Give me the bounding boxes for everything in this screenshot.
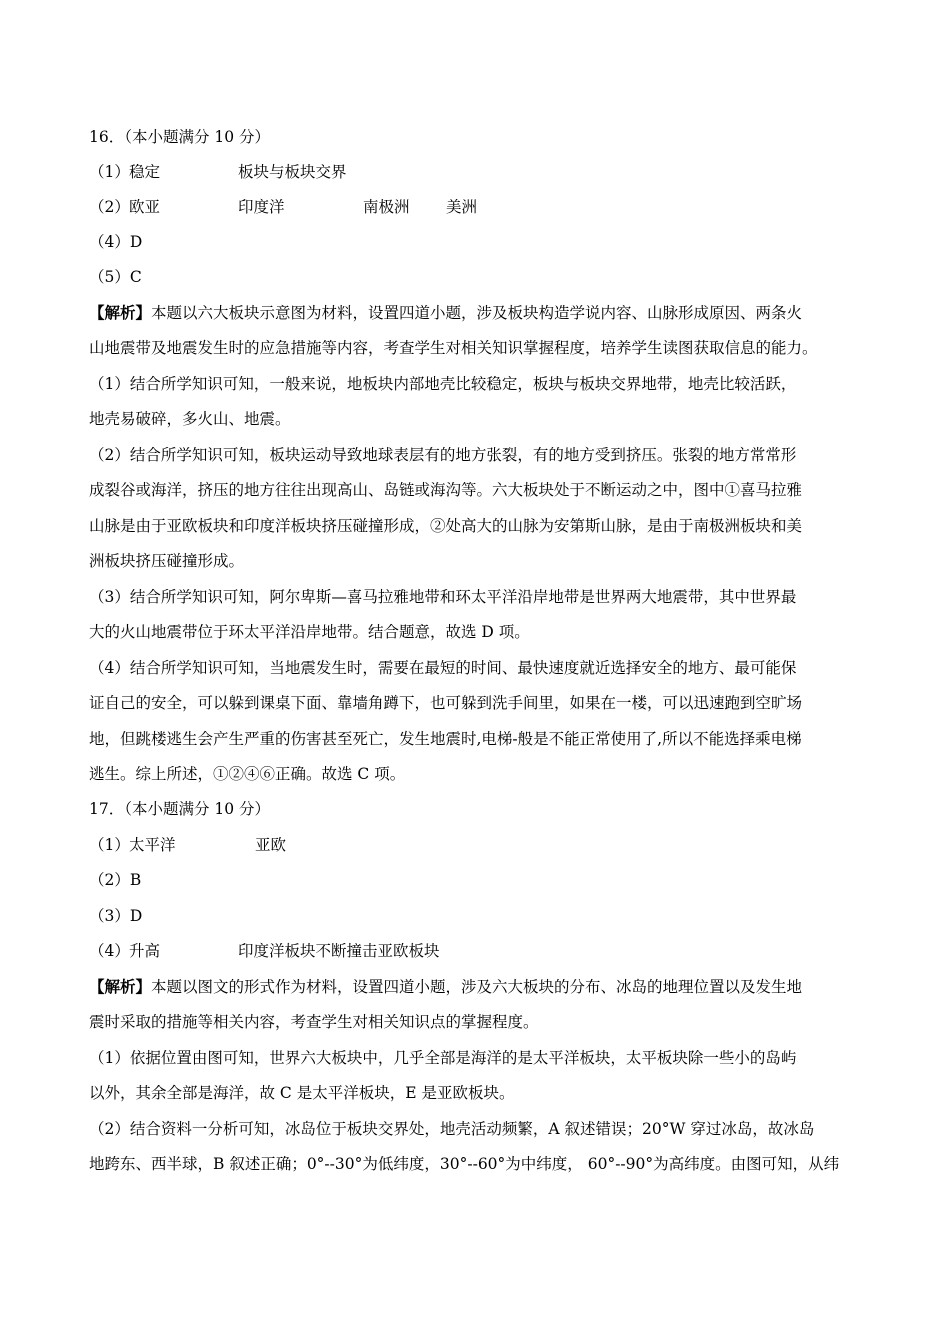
analysis-text: 本题以六大板块示意图为材料，设置四道小题，涉及板块构造学说内容、山脉形成原因、两条火 [151,304,803,322]
q16-answer-5: （5）C [89,268,142,286]
answer-value: 印度洋 [238,198,285,216]
answer-value: 板块与板块交界 [238,163,347,181]
q16-part2-line2: 成裂谷或海洋，挤压的地方往往出现高山、岛链或海沟等。六大板块处于不断运动之中，图中①喜马拉雅 [89,481,803,499]
q17-answer-4 [89,941,869,961]
q17-answer-2: （2）B [89,871,142,889]
q17-analysis-cont: 震时采取的措施等相关内容，考查学生对相关知识点的掌握程度。 [89,1013,539,1031]
answer-value: 稳定 [129,163,161,181]
answer-value: 欧亚 [129,198,161,216]
analysis-tag: 【解析】 [89,977,152,996]
q16-part4-line3: 地，但跳楼逃生会产生严重的伤害甚至死亡，发生地震时,电梯-般是不能正常使用了,所以不能选择乘电梯 [89,730,802,748]
answer-value: 亚欧 [255,836,287,854]
q16-answer-2 [89,197,869,217]
q16-part4-line2: 证自己的安全，可以躲到课桌下面、靠墙角蹲下，也可躲到洗手间里，如果在一楼，可以迅速跑到空旷场 [89,694,803,712]
q17-header: 17．（本小题满分 10 分） [89,800,271,818]
answer-value: 印度洋板块不断撞击亚欧板块 [238,942,440,960]
q17-part2-line1: （2）结合资料一分析可知，冰岛位于板块交界处，地壳活动频繁，A 叙述错误；20°W 穿过冰岛，故冰岛 [89,1120,815,1138]
answer-number: （1） [89,836,130,854]
answer-value: 升高 [129,942,161,960]
answer-number: （4） [89,942,130,960]
answer-number: （1） [89,163,130,181]
q17-part1-line1: （1）依据位置由图可知，世界六大板块中，几乎全部是海洋的是太平洋板块，太平板块除一些小的岛屿 [89,1049,797,1067]
q17-answer-1 [89,835,869,855]
q16-part2-line4: 洲板块挤压碰撞形成。 [89,552,245,570]
answer-value: 美洲 [446,198,478,216]
answer-number: （2） [89,198,130,216]
q17-answer-3: （3）D [89,907,143,925]
q16-part4-line4: 逃生。综上所述，①②④⑥正确。故选 C 项。 [89,765,406,783]
q16-part2-line1: （2）结合所学知识可知，板块运动导致地球表层有的地方张裂，有的地方受到挤压。张裂的地方常常形 [89,446,797,464]
q16-part3-line2: 大的火山地震带位于环太平洋沿岸地带。结合题意，故选 D 项。 [89,623,530,641]
answer-value: 太平洋 [129,836,176,854]
analysis-tag: 【解析】 [89,303,152,322]
q16-answer-1 [89,162,869,182]
q16-part2-line3: 山脉是由于亚欧板块和印度洋板块挤压碰撞形成，②处高大的山脉为安第斯山脉，是由于南极洲板块和美 [89,517,803,535]
q16-analysis [89,303,802,323]
q17-part1-line2: 以外，其余全部是海洋，故 C 是太平洋板块，E 是亚欧板块。 [89,1084,515,1102]
q16-part4-line1: （4）结合所学知识可知，当地震发生时，需要在最短的时间、最快速度就近选择安全的地方、最可能保 [89,659,797,677]
q16-analysis-cont: 山地震带及地震发生时的应急措施等内容，考查学生对相关知识掌握程度，培养学生读图获取信息的能力。 [89,339,818,357]
q17-analysis [89,977,802,997]
analysis-text: 本题以图文的形式作为材料，设置四道小题，涉及六大板块的分布、冰岛的地理位置以及发生地 [151,978,803,996]
q17-part2-line2: 地跨东、西半球，B 叙述正确；0°--30°为低纬度，30°--60°为中纬度， 60°--90°为高纬度。由图可知，从纬 [89,1155,840,1173]
q16-part3-line1: （3）结合所学知识可知，阿尔卑斯—喜马拉雅地带和环太平洋沿岸地带是世界两大地震带，其中世界最 [89,588,797,606]
answer-value: 南极洲 [363,198,410,216]
q16-part1-line2: 地壳易破碎，多火山、地震。 [89,410,291,428]
q16-header: 16．（本小题满分 10 分） [89,128,271,146]
q16-answer-4: （4）D [89,233,143,251]
q16-part1-line1: （1）结合所学知识可知，一般来说，地板块内部地壳比较稳定，板块与板块交界地带，地壳比较活跃， [89,375,797,393]
